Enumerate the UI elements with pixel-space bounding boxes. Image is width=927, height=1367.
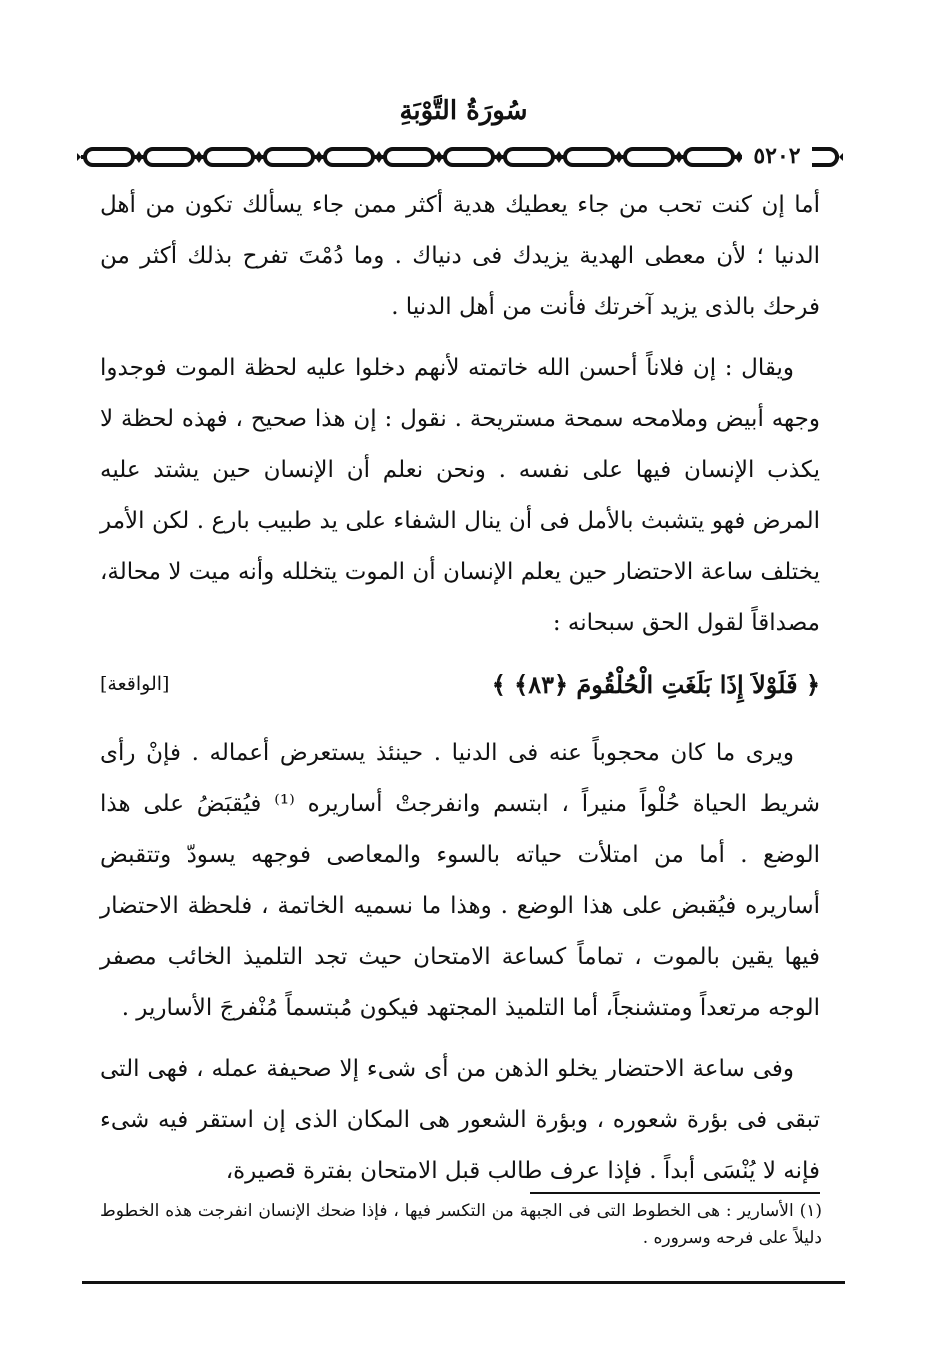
- quran-verse: ﴿ فَلَوْلاَ إِذَا بَلَغَتِ الْحُلْقُومَ ﴿٨٣﴾ ﴾: [491, 670, 820, 699]
- body-text: [100, 180, 820, 1207]
- ornamental-header-rule: [75, 142, 845, 172]
- paragraph: أما إن كنت تحب من جاء يعطيك هدية أكثر ممن جاء يسألك تكون من أهل الدنيا ؛ لأن معطى الهدية يزيدك فى دنياك . وما دُمْتَ تفرح بذلك أكثر من فرحك بالذى يزيد آخرتك فأنت من أهل الدنيا .: [100, 192, 820, 320]
- paragraph: ويقال : إن فلاناً أحسن الله خاتمته لأنهم دخلوا عليه لحظة الموت فوجدوا وجهه أبيض وملامحه سمحة مستريحة . نقول : إن هذا صحيح ، فهذه لحظة لا يكذب الإنسان فيها على نفسه . ونحن نعلم أن الإنسان حين يشتد عليه المرض فهو يتشبث بالأمل فى أن ينال الشفاء على يد طبيب بارع . لكن الأمر يختلف ساعة الاحتضار حين يعلم الإنسان أن الموت يتخلله وأنه ميت لا محالة، مصداقاً لقول الحق سبحانه :: [100, 355, 820, 636]
- footnote: (١) الأسارير : هى الخطوط التى فى الجبهة من التكسر فيها ، فإذا ضحك الإنسان انفرجت هذه الخطوط دليلاً على فرحه وسروره .: [100, 1201, 822, 1248]
- verse-reference: [الواقعة]: [100, 673, 170, 695]
- page-number: ٥٢٠٢: [742, 141, 812, 171]
- footnote-separator: [530, 1192, 820, 1194]
- surah-title: سُورَةُ التَّوْبَةِ: [399, 96, 528, 126]
- paragraph: ويرى ما كان محجوباً عنه فى الدنيا . حينئذ يستعرض أعماله . فإنْ رأى شريط الحياة حُلْواً منيراً ، ابتسم وانفرجتْ أساريره ⁽¹⁾ فيُقبَضُ على هذا الوضع . أما من امتلأت حياته بالسوء والمعاصى فوجهه يسودّ وتتقبض أساريره فيُقبض على هذا الوضع . وهذا ما نسميه الخاتمة ، فلحظة الاحتضار فيها يقين بالموت ، تماماً كساعة الامتحان حيث تجد التلميذ الخائب مصفر الوجه مرتعداً ومتشنجاً، أما التلميذ المجتهد فيكون مُبتسماً مُنْفرجَ الأسارير .: [100, 740, 820, 1021]
- paragraph: وفى ساعة الاحتضار يخلو الذهن من أى شىء إلا صحيفة عمله ، فهى التى تبقى فى بؤرة شعوره ، وبؤرة الشعور هى المكان الذى إن استقر فيه شىء فإنه لا يُنْسَى أبداً . فإذا عرف طالب قبل الامتحان بفترة قصيرة،: [100, 1056, 820, 1184]
- bottom-rule: [82, 1281, 845, 1284]
- verse-line: [100, 659, 820, 710]
